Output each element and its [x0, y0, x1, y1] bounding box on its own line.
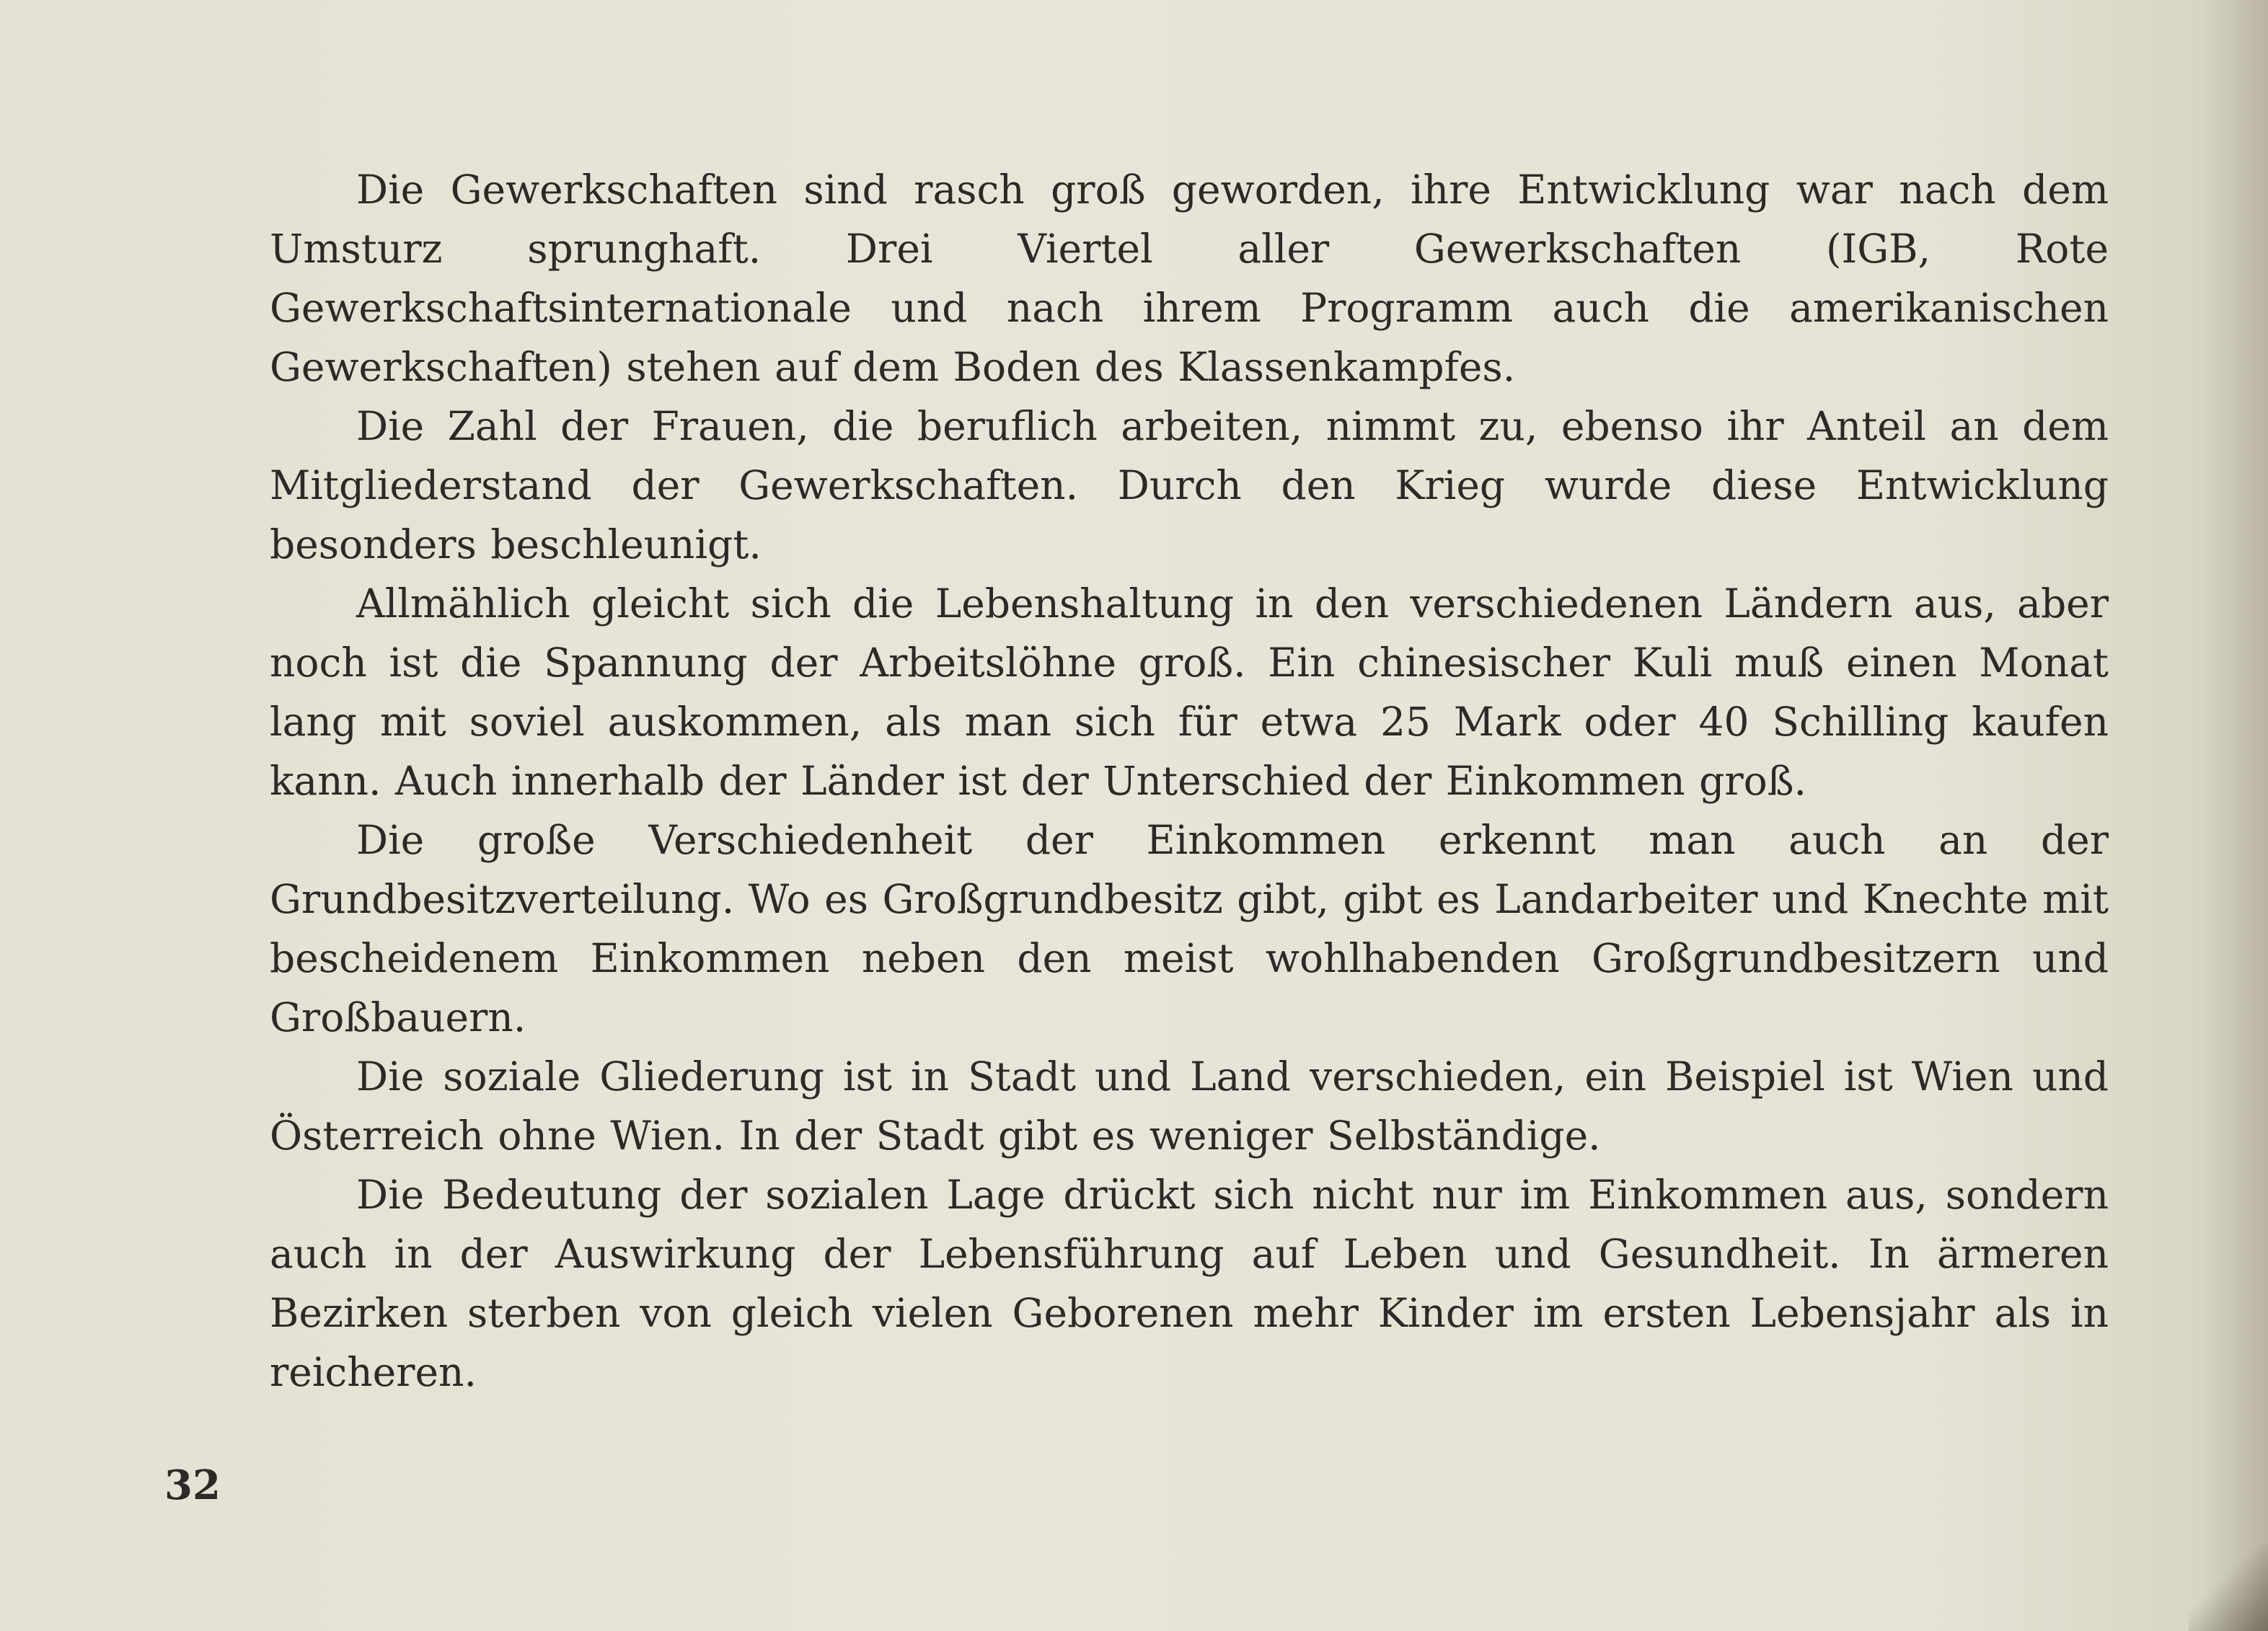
paragraph-6: Die Bedeutung der sozialen Lage drückt sich nicht nur im Einkommen aus, sondern auch in der Auswirkung der Lebensführung auf Leben und Gesundheit. In ärmeren Bezirken sterben von gleich vielen Geborenen mehr Kinder im ersten Lebensjahr als in reicheren. [270, 1172, 2109, 1395]
page-number: 32 [164, 1462, 221, 1509]
paragraph-3: Allmählich gleicht sich die Lebenshaltung in den verschiedenen Ländern aus, aber noch ist die Spannung der Arbeitslöhne groß. Ein chinesischer Kuli muß einen Monat lang mit soviel auskommen, als man sich für etwa 25 Mark oder 40 Schilling kaufen kann. Auch innerhalb der Länder ist der Unterschied der Einkommen groß. [270, 580, 2109, 804]
paragraph-5: Die soziale Gliederung ist in Stadt und Land verschieden, ein Beispiel ist Wien und Österreich ohne Wien. In der Stadt gibt es weniger Selbständige. [270, 1053, 2109, 1159]
body-text [270, 160, 2109, 1402]
page-corner-shadow [2189, 1544, 2268, 1631]
paragraph-2: Die Zahl der Frauen, die beruflich arbeiten, nimmt zu, ebenso ihr Anteil an dem Mitgliederstand der Gewerkschaften. Durch den Krieg wurde diese Entwicklung besonders beschleunigt. [270, 403, 2109, 567]
paragraph-4: Die große Verschiedenheit der Einkommen erkennt man auch an der Grundbesitzverteilung. Wo es Großgrundbesitz gibt, gibt es Landarbeiter und Knechte mit bescheidenem Einkommen neben den meist wohlhabenden Großgrundbesitzern und Großbauern. [270, 817, 2109, 1040]
paragraph-1: Die Gewerkschaften sind rasch groß geworden, ihre Entwicklung war nach dem Umsturz sprunghaft. Drei Viertel aller Gewerkschaften (IGB, Rote Gewerkschaftsinternationale und nach ihrem Programm auch die amerikanischen Gewerkschaften) stehen auf dem Boden des Klassenkampfes. [270, 167, 2109, 390]
